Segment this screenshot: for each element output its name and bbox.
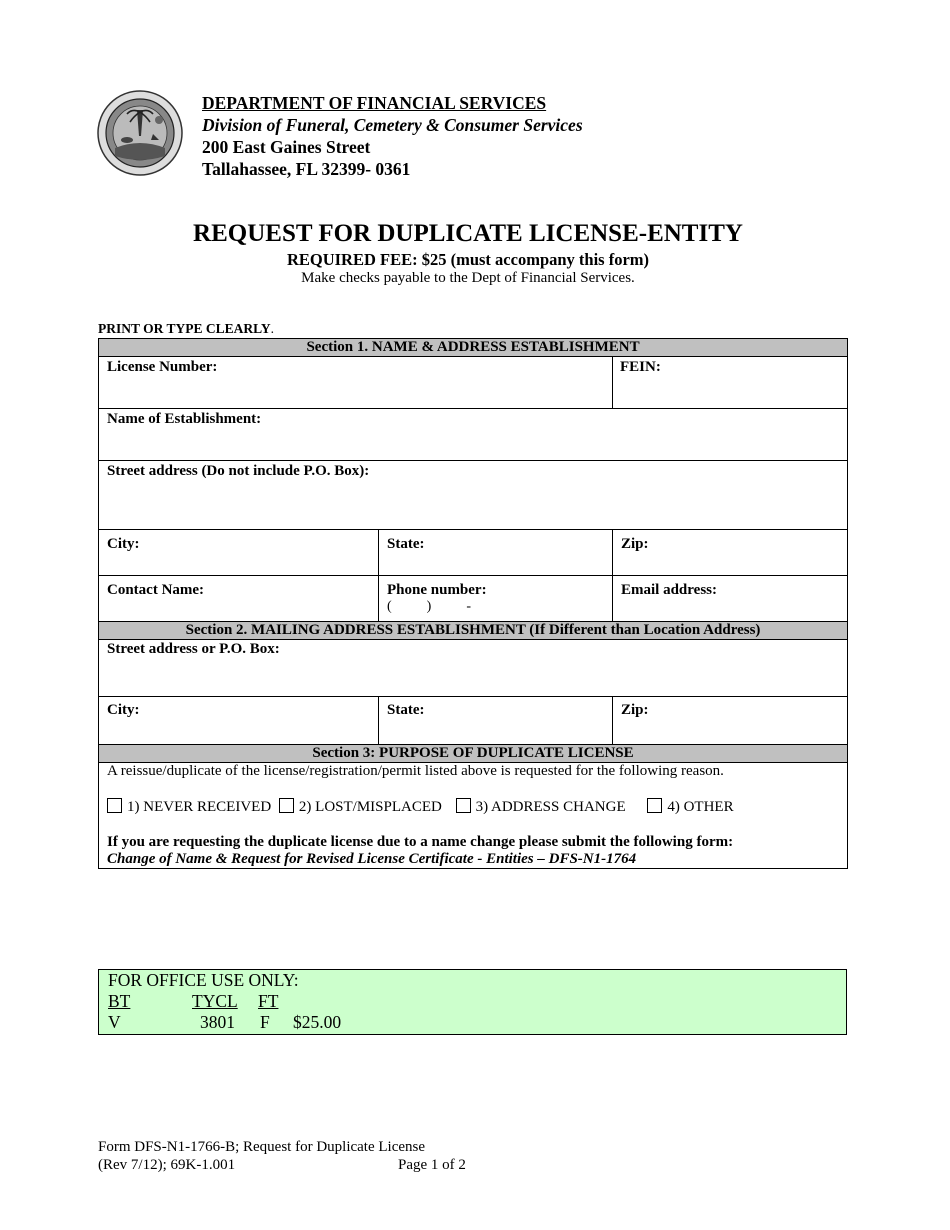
- establishment-name-label: Name of Establishment:: [107, 411, 262, 427]
- option-address-change-label: 3) ADDRESS CHANGE: [475, 799, 626, 815]
- email-address-label: Email address:: [621, 582, 717, 598]
- option-never-received-label: 1) NEVER RECEIVED: [127, 799, 272, 815]
- fein-field[interactable]: [613, 357, 848, 409]
- mailing-street-field[interactable]: [99, 640, 848, 697]
- checkbox-other[interactable]: [647, 798, 662, 813]
- office-use-heading: FOR OFFICE USE ONLY:: [108, 970, 299, 990]
- purpose-block: [99, 763, 848, 869]
- name-change-form-reference: Change of Name & Request for Revised License Certificate - Entities – DFS-N1-1764: [107, 851, 637, 867]
- license-number-label: License Number:: [107, 359, 218, 375]
- mailing-street-label: Street address or P.O. Box:: [107, 641, 280, 657]
- option-lost-misplaced-label: 2) LOST/MISPLACED: [298, 799, 442, 815]
- street-address-label: Street address (Do not include P.O. Box):: [107, 463, 370, 479]
- option-lost-misplaced[interactable]: [279, 799, 442, 815]
- print-instruction-period: .: [270, 321, 275, 336]
- checkbox-lost-misplaced[interactable]: [279, 798, 294, 813]
- office-use-box: [98, 969, 847, 1035]
- footer-revision: (Rev 7/12); 69K-1.001: [98, 1157, 236, 1173]
- phone-number-label: Phone number:: [387, 582, 487, 598]
- print-instruction-text: PRINT OR TYPE CLEARLY: [98, 321, 271, 336]
- office-val-tycl: 3801: [200, 1012, 235, 1032]
- florida-state-seal: [97, 90, 183, 176]
- name-change-note-text: If you are requesting the duplicate license due to a name change please submit the following form:: [107, 834, 734, 850]
- required-fee: REQUIRED FEE: $25 (must accompany this form): [286, 250, 650, 269]
- option-other[interactable]: [647, 799, 733, 815]
- establishment-name-field[interactable]: [99, 409, 848, 461]
- page-title: REQUEST FOR DUPLICATE LICENSE-ENTITY: [193, 220, 743, 247]
- agency-city: Tallahassee, FL 32399- 0361: [202, 159, 411, 179]
- checkbox-address-change[interactable]: [456, 798, 471, 813]
- agency-header: [202, 92, 583, 180]
- phone-number-field[interactable]: [379, 576, 613, 622]
- office-val-ft: F: [260, 1012, 270, 1032]
- name-change-note: [107, 834, 839, 868]
- form-footer: [98, 1138, 466, 1174]
- office-val-bt: V: [108, 1012, 121, 1032]
- option-address-change[interactable]: [456, 799, 626, 815]
- footer-form-id: Form DFS-N1-1766-B; Request for Duplicate License: [98, 1139, 426, 1155]
- license-number-field[interactable]: [99, 357, 613, 409]
- email-address-field[interactable]: [613, 576, 848, 622]
- purpose-intro: A reissue/duplicate of the license/registration/permit listed above is requested for the following reason.: [107, 763, 724, 779]
- contact-name-label: Contact Name:: [107, 582, 205, 598]
- mailing-zip-field[interactable]: [613, 697, 848, 745]
- office-val-amount: $25.00: [293, 1012, 342, 1032]
- department-name: DEPARTMENT OF FINANCIAL SERVICES: [202, 93, 547, 113]
- checkbox-never-received[interactable]: [107, 798, 122, 813]
- office-col-ft: FT: [258, 991, 279, 1011]
- purpose-options: [107, 798, 839, 816]
- footer-page-number: Page 1 of 2: [398, 1157, 466, 1173]
- section3-heading: Section 3: PURPOSE OF DUPLICATE LICENSE: [99, 745, 848, 763]
- mailing-city-field[interactable]: [99, 697, 379, 745]
- phone-format: ( ) -: [387, 599, 471, 614]
- check-instructions: Make checks payable to the Dept of Financial Services.: [301, 270, 635, 286]
- mailing-city-label: City:: [107, 702, 140, 718]
- agency-street: 200 East Gaines Street: [202, 137, 371, 157]
- city-label: City:: [107, 536, 140, 552]
- street-address-field[interactable]: [99, 461, 848, 530]
- zip-field[interactable]: [613, 530, 848, 576]
- office-col-tycl: TYCL: [192, 991, 238, 1011]
- print-instruction: [98, 321, 274, 337]
- contact-name-field[interactable]: [99, 576, 379, 622]
- option-other-label: 4) OTHER: [667, 799, 734, 815]
- state-field[interactable]: [379, 530, 613, 576]
- section1-heading: Section 1. NAME & ADDRESS ESTABLISHMENT: [99, 339, 848, 357]
- mailing-zip-label: Zip:: [621, 702, 649, 718]
- application-form: [98, 338, 848, 869]
- option-never-received[interactable]: [107, 799, 271, 815]
- zip-label: Zip:: [621, 536, 649, 552]
- mailing-state-label: State:: [387, 702, 425, 718]
- division-name: Division of Funeral, Cemetery & Consumer Services: [202, 115, 583, 135]
- city-field[interactable]: [99, 530, 379, 576]
- mailing-state-field[interactable]: [379, 697, 613, 745]
- office-col-bt: BT: [108, 991, 131, 1011]
- section2-heading: Section 2. MAILING ADDRESS ESTABLISHMENT (If Different than Location Address): [99, 622, 848, 640]
- fein-label: FEIN:: [620, 359, 661, 375]
- state-label: State:: [387, 536, 425, 552]
